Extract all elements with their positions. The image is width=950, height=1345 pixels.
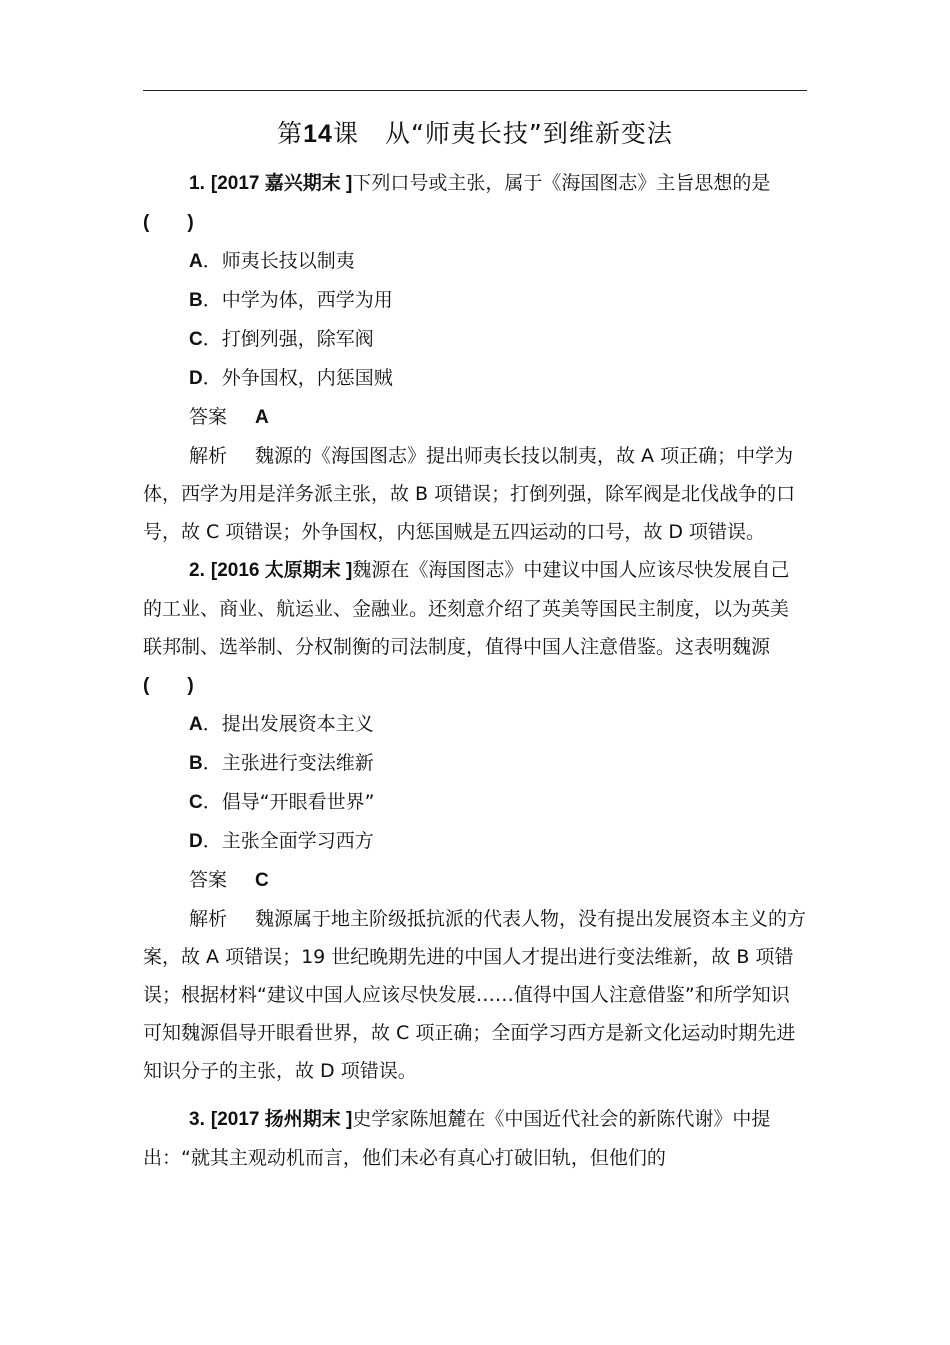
option-c bbox=[143, 320, 807, 359]
option-a bbox=[143, 242, 807, 281]
lesson-title bbox=[0, 116, 950, 152]
option-text: ．师夷长技以制夷 bbox=[202, 250, 355, 272]
question-number: 2. bbox=[189, 560, 205, 581]
analysis-label: 解析 bbox=[189, 908, 228, 930]
option-text: ．主张全面学习西方 bbox=[202, 830, 374, 852]
answer-line bbox=[143, 398, 807, 437]
analysis-label: 解析 bbox=[189, 445, 228, 467]
header-rule bbox=[143, 90, 807, 91]
question-source: [2016 太原期末 ] bbox=[210, 560, 353, 581]
analysis-text: 魏源的《海国图志》提出师夷长技以制夷，故 A 项正确；中学为体，西学为用是洋务派主张，故 B 项错误；打倒列强，除军阀是北伐战争的口号，故 C 项错误；外争国权，内惩国贼是五四运动的口号，故 D 项错误。 bbox=[143, 445, 796, 543]
analysis-text: 魏源属于地主阶级抵抗派的代表人物，没有提出发展资本主义的方案，故 A 项错误；19 世纪晚期先进的中国人才提出进行变法维新，故 B 项错误；根据材料“建议中国人应该尽快发展……值得中国人注意借鉴”和所学知识可知魏源倡导开眼看世界，故 C 项正确；全面学习西方是新文化运动时期先进知识分子的主张，故 D 项错误。 bbox=[143, 908, 807, 1082]
option-d bbox=[143, 359, 807, 398]
analysis-paragraph bbox=[143, 900, 807, 1090]
title-lesson-number: 14 bbox=[303, 120, 333, 148]
option-text: ．提出发展资本主义 bbox=[202, 713, 374, 735]
answer-parentheses: ( ) bbox=[143, 675, 194, 696]
question-number: 3. bbox=[189, 1109, 205, 1130]
option-letter: D bbox=[189, 368, 203, 389]
question-source: [2017 扬州期末 ] bbox=[210, 1109, 353, 1130]
option-letter: C bbox=[189, 792, 203, 813]
title-text: 课 从“师夷长技”到维新变法 bbox=[332, 119, 673, 148]
option-text: ．打倒列强，除军阀 bbox=[202, 328, 374, 350]
question-source: [2017 嘉兴期末 ] bbox=[210, 173, 353, 194]
option-text: ．中学为体，西学为用 bbox=[202, 289, 393, 311]
option-letter: B bbox=[189, 290, 203, 311]
title-prefix: 第 bbox=[277, 119, 304, 148]
option-letter: B bbox=[189, 753, 203, 774]
answer-value: C bbox=[255, 870, 269, 891]
answer-value: A bbox=[255, 407, 269, 428]
option-a bbox=[143, 705, 807, 744]
question-stem bbox=[143, 1100, 807, 1177]
analysis-paragraph bbox=[143, 437, 807, 551]
option-d bbox=[143, 822, 807, 861]
question-stem bbox=[143, 551, 807, 705]
question-number: 1. bbox=[189, 173, 205, 194]
question-text: 魏源在《海国图志》中建议中国人应该尽快发展自己的工业、商业、航运业、金融业。还刻意介绍了英美等国民主制度，以为英美联邦制、选举制、分权制衡的司法制度，值得中国人注意借鉴。这表明魏源 bbox=[143, 559, 790, 658]
option-b bbox=[143, 744, 807, 783]
answer-label: 答案 bbox=[189, 406, 228, 428]
answer-parentheses: ( ) bbox=[143, 212, 194, 233]
option-text: ．倡导“开眼看世界” bbox=[202, 791, 375, 813]
option-c bbox=[143, 783, 807, 822]
option-letter: C bbox=[189, 329, 203, 350]
option-letter: A bbox=[189, 714, 203, 735]
option-text: ．主张进行变法维新 bbox=[202, 752, 374, 774]
option-b bbox=[143, 281, 807, 320]
question-stem bbox=[143, 164, 807, 242]
question-text: 史学家陈旭麓在《中国近代社会的新陈代谢》中提出：“就其主观动机而言，他们未必有真心打破旧轨，但他们的 bbox=[143, 1108, 771, 1169]
answer-line bbox=[143, 861, 807, 900]
option-letter: D bbox=[189, 831, 203, 852]
option-text: ．外争国权，内惩国贼 bbox=[202, 367, 393, 389]
question-text: 下列口号或主张，属于《海国图志》主旨思想的是 bbox=[352, 172, 771, 194]
questions-content bbox=[143, 164, 807, 1177]
option-letter: A bbox=[189, 251, 203, 272]
answer-label: 答案 bbox=[189, 869, 228, 891]
